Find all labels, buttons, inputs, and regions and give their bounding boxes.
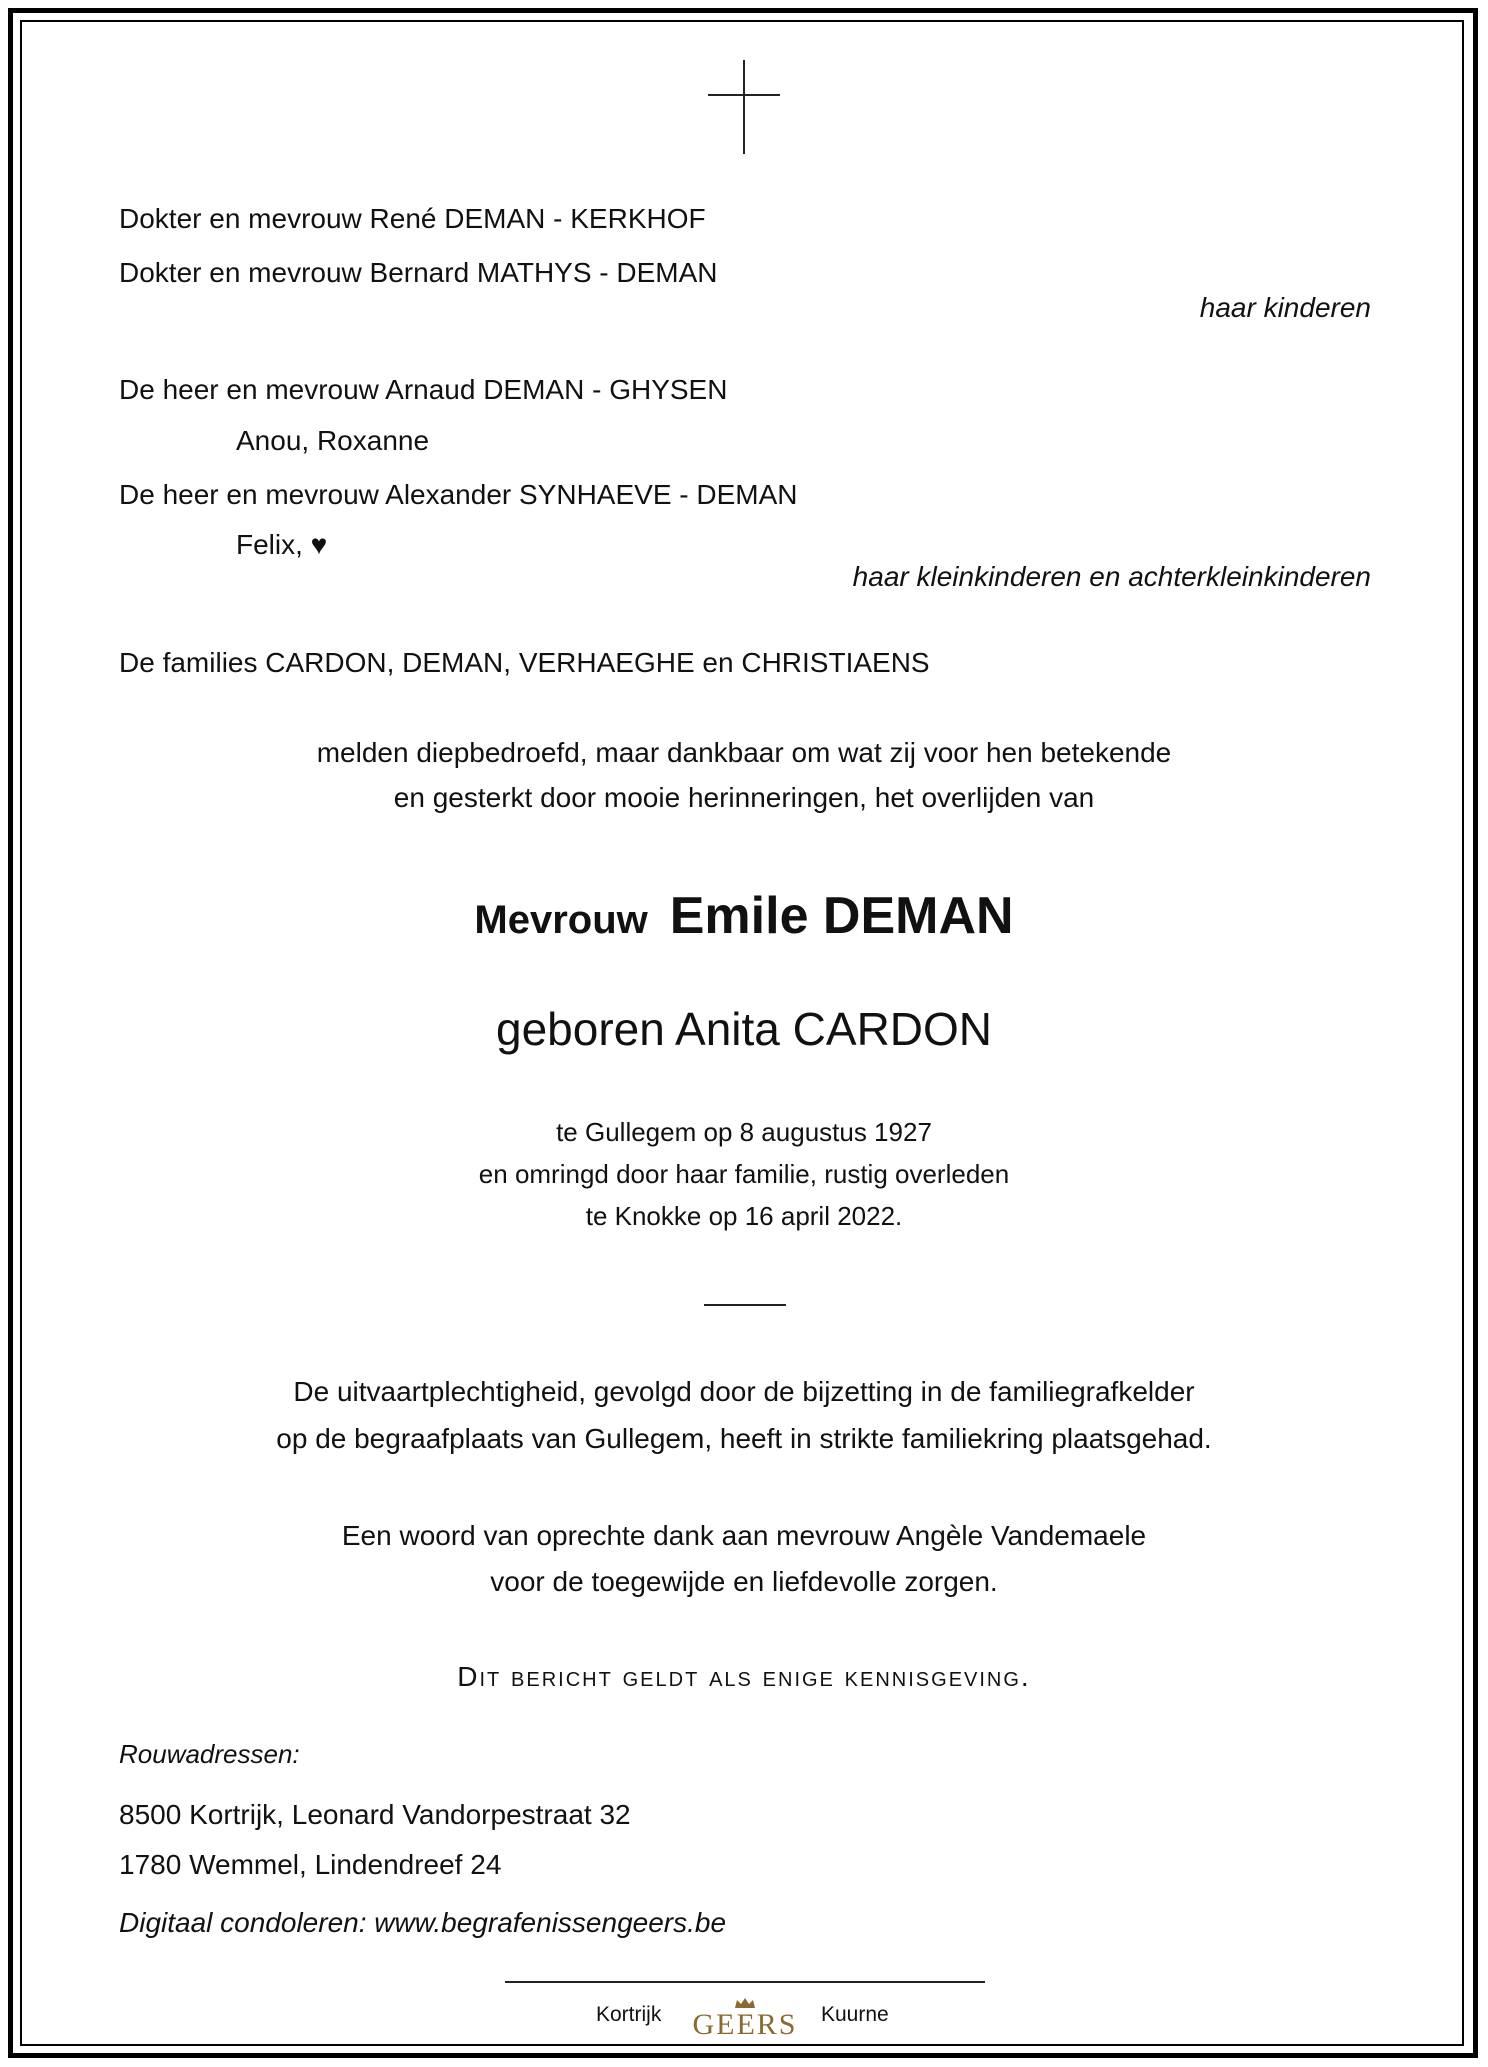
date-line-3: te Knokke op 16 april 2022. xyxy=(585,1201,903,1231)
children-label: haar kinderen xyxy=(1199,292,1371,323)
geers-logo xyxy=(690,1996,800,2040)
address-line-1: 8500 Kortrijk, Leonard Vandorpestraat 32 xyxy=(119,1799,631,1830)
thanks-line-1: Een woord van oprechte dank aan mevrouw Angèle Vandemaele xyxy=(341,1520,1147,1551)
announcement-line-2: en gesterkt door mooie herinneringen, het overlijden van xyxy=(393,782,1095,813)
grandchild-parents-1: De heer en mevrouw Arnaud DEMAN - GHYSEN xyxy=(119,374,728,405)
date-line-2: en omringd door haar familie, rustig overleden xyxy=(478,1159,1010,1189)
footer-town-right: Kuurne xyxy=(821,2003,889,2026)
child-line-2: Dokter en mevrouw Bernard MATHYS - DEMAN xyxy=(119,257,718,288)
families-line: De families CARDON, DEMAN, VERHAEGHE en CHRISTIAENS xyxy=(119,647,930,678)
online-condolence-link[interactable]: Digitaal condoleren: www.begrafenissengeers.be xyxy=(119,1907,727,1938)
grandchild-kids-2: Felix, ♥ xyxy=(236,529,328,560)
footer-rule xyxy=(505,1981,985,1983)
date-line-1: te Gullegem op 8 augustus 1927 xyxy=(556,1117,932,1147)
announcement-line-1: melden diepbedroefd, maar dankbaar om wat zij voor hen betekende xyxy=(316,737,1172,768)
born-as: geboren Anita CARDON xyxy=(495,1003,993,1055)
grandchild-parents-2: De heer en mevrouw Alexander SYNHAEVE - DEMAN xyxy=(119,479,798,510)
address-line-2: 1780 Wemmel, Lindendreef 24 xyxy=(119,1849,502,1880)
footer-town-left: Kortrijk xyxy=(596,2003,662,2026)
deceased-full-name: Emile DEMAN xyxy=(669,887,1014,945)
grandchildren-label: haar kleinkinderen en achterkleinkinderen xyxy=(852,561,1371,592)
brand-name: GEERS xyxy=(692,2008,798,2041)
separator-line xyxy=(704,1304,786,1306)
thanks-line-2: voor de toegewijde en liefdevolle zorgen. xyxy=(490,1566,998,1597)
ceremony-line-2: op de begraafplaats van Gullegem, heeft in strikte familiekring plaatsgehad. xyxy=(276,1423,1212,1454)
addresses-label: Rouwadressen: xyxy=(119,1739,300,1769)
child-line-1: Dokter en mevrouw René DEMAN - KERKHOF xyxy=(119,203,706,234)
ceremony-line-1: De uitvaartplechtigheid, gevolgd door de bijzetting in de familiegrafkelder xyxy=(293,1376,1195,1407)
deceased-name xyxy=(0,883,1488,953)
notice-line: Dit bericht geldt als enige kennisgeving. xyxy=(457,1661,1031,1692)
deceased-prefix: Mevrouw xyxy=(474,898,648,942)
grandchild-kids-1: Anou, Roxanne xyxy=(236,425,430,456)
